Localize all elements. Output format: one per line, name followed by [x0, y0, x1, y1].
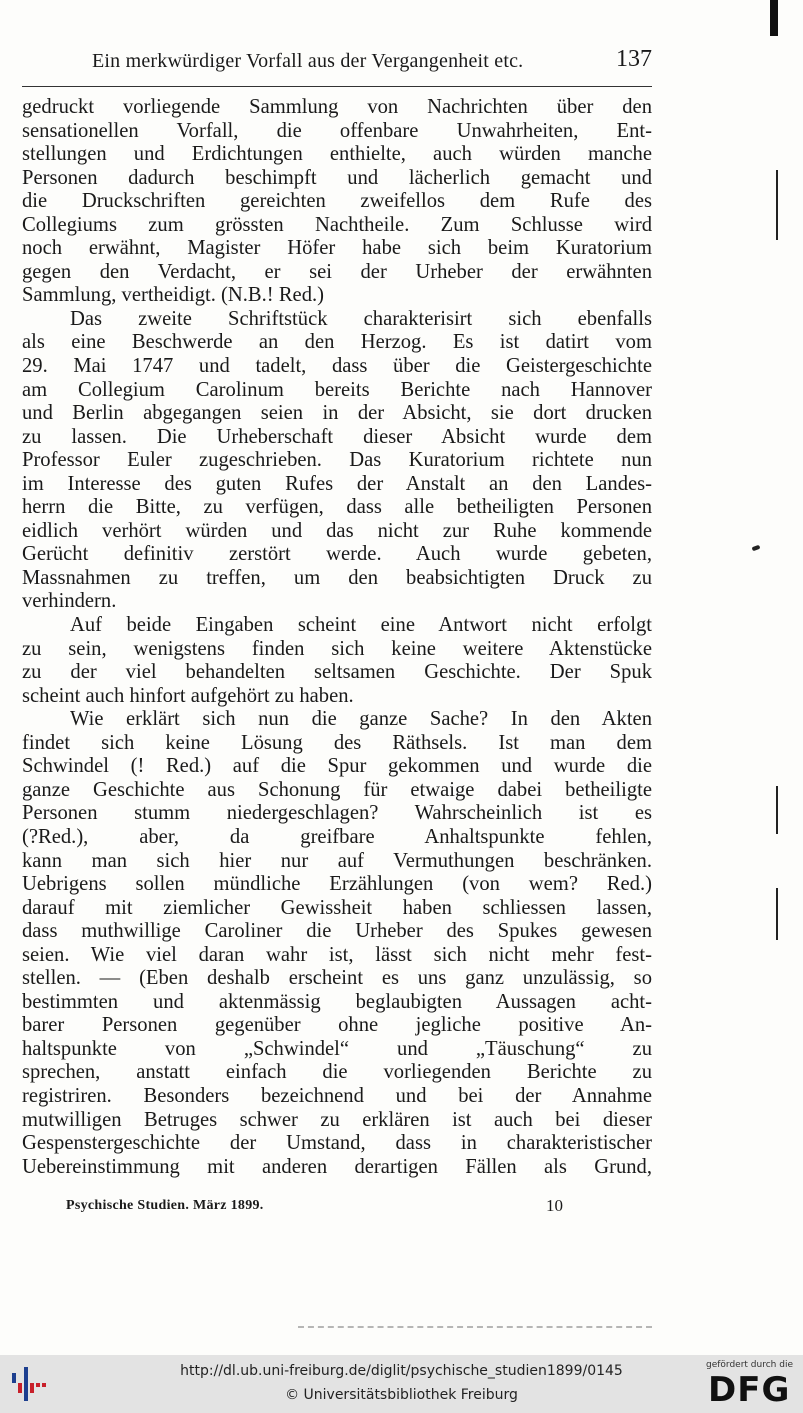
text-line: zu sein, wenigstens finden sich keine weitere Aktenstücke	[22, 637, 652, 660]
text-line: Gespenstergeschichte der Umstand, dass in charakteristischer	[22, 1132, 652, 1155]
permalink-url[interactable]: http://dl.ub.uni-freiburg.de/diglit/psychische_studien1899/0145	[180, 1363, 623, 1379]
text-line: Gerücht definitiv zerstört werde. Auch wurde gebeten,	[22, 543, 652, 566]
text-line: sensationellen Vorfall, die offenbare Unwahrheiten, Ent-	[22, 119, 652, 142]
margin-mark	[776, 786, 778, 834]
text-line: 29. Mai 1747 und tadelt, dass über die Geistergeschichte	[22, 355, 652, 378]
text-line: eidlich verhört würden und das nicht zur Ruhe kommende	[22, 519, 652, 542]
text-line: (?Red.), aber, da greifbare Anhaltspunkte fehlen,	[22, 825, 652, 848]
text-line: barer Personen gegenüber ohne jegliche positive An-	[22, 1014, 652, 1037]
text-line: Personen dadurch beschimpft und lächerlich gemacht und	[22, 166, 652, 189]
text-line: findet sich keine Lösung des Räthsels. Ist man dem	[22, 731, 652, 754]
text-line: Das zweite Schriftstück charakterisirt sich ebenfalls	[70, 307, 652, 330]
text-line: Massnahmen zu treffen, um den beabsichtigten Druck zu	[22, 566, 652, 589]
dfg-tagline: gefördert durch die	[706, 1360, 793, 1370]
text-line: scheint auch hinfort aufgehört zu haben.	[22, 684, 354, 707]
bottom-dashes	[298, 1326, 652, 1332]
text-line: die Druckschriften gereichten zweifellos dem Rufe des	[22, 190, 652, 213]
text-line: registriren. Besonders bezeichnend und bei der Annahme	[22, 1084, 652, 1107]
text-line: dass muthwillige Caroliner die Urheber des Spukes gewesen	[22, 920, 652, 943]
footer-journal: Psychische Studien. März 1899.	[66, 1198, 264, 1213]
text-line: zu lassen. Die Urheberschaft dieser Absicht wurde dem	[22, 425, 652, 448]
text-line: am Collegium Carolinum bereits Berichte nach Hannover	[22, 378, 652, 401]
text-line: im Interesse des guten Rufes der Anstalt an den Landes-	[22, 472, 652, 495]
footer-signature: 10	[546, 1196, 563, 1215]
text-line: kann man sich hier nur auf Vermuthungen beschränken.	[22, 849, 652, 872]
text-line: verhindern.	[22, 590, 117, 613]
text-line: Auf beide Eingaben scheint eine Antwort nicht erfolgt	[70, 614, 652, 637]
page-header	[22, 46, 652, 80]
margin-mark	[776, 888, 778, 940]
ink-speck	[752, 545, 761, 551]
text-line: Sammlung, vertheidigt. (N.B.! Red.)	[22, 284, 324, 307]
text-line: herrn die Bitte, zu verfügen, dass alle betheiligten Personen	[22, 496, 652, 519]
text-line: Personen stumm niedergeschlagen? Wahrscheinlich ist es	[22, 802, 652, 825]
text-line: seien. Wie viel daran wahr ist, lässt sich nicht mehr fest-	[22, 943, 652, 966]
text-line: darauf mit ziemlicher Gewissheit haben schliessen lassen,	[22, 896, 652, 919]
running-title: Ein merkwürdiger Vorfall aus der Vergangenheit etc.	[92, 50, 524, 72]
text-line: mutwilligen Betruges schwer zu erklären ist auch bei dieser	[22, 1108, 652, 1131]
text-line: ganze Geschichte aus Schonung für etwaige dabei betheiligte	[22, 778, 652, 801]
header-rule	[22, 86, 652, 87]
text-line: Uebrigens sollen mündliche Erzählungen (von wem? Red.)	[22, 873, 652, 896]
page-number: 137	[616, 46, 652, 72]
scan-edge-mark	[770, 0, 778, 36]
text-line: Professor Euler zugeschrieben. Das Kuratorium richtete nun	[22, 449, 652, 472]
copyright-notice: © Universitätsbibliothek Freiburg	[285, 1387, 518, 1403]
text-line: als eine Beschwerde an den Herzog. Es ist datirt vom	[22, 331, 652, 354]
text-line: gegen den Verdacht, er sei der Urheber der erwähnten	[22, 260, 652, 283]
text-line: stellungen und Erdichtungen enthielte, auch würden manche	[22, 143, 652, 166]
text-line: bestimmten und aktenmässig beglaubigten Aussagen acht-	[22, 990, 652, 1013]
text-line: sprechen, anstatt einfach die vorliegenden Berichte zu	[22, 1061, 652, 1084]
text-line: Schwindel (! Red.) auf die Spur gekommen und wurde die	[22, 755, 652, 778]
text-line: stellen. — (Eben deshalb erscheint es uns ganz unzulässig, so	[22, 967, 652, 990]
body-text	[22, 96, 652, 1179]
text-line: Collegiums zum grössten Nachtheile. Zum Schlusse wird	[22, 213, 652, 236]
margin-mark	[776, 170, 778, 240]
text-line: noch erwähnt, Magister Höfer habe sich beim Kuratorium	[22, 237, 652, 260]
dfg-logo: DFG	[708, 1370, 791, 1410]
text-line: haltspunkte von „Schwindel“ und „Täuschung“ zu	[22, 1037, 652, 1060]
viewer-footer-bar	[0, 1355, 803, 1413]
text-line: gedruckt vorliegende Sammlung von Nachrichten über den	[22, 96, 652, 118]
text-line: und Berlin abgegangen seien in der Absicht, sie dort drucken	[22, 402, 652, 425]
text-line: Uebereinstimmung mit anderen derartigen Fällen als Grund,	[22, 1155, 652, 1178]
text-line: zu der viel behandelten seltsamen Geschichte. Der Spuk	[22, 661, 652, 684]
text-line: Wie erklärt sich nun die ganze Sache? In den Akten	[70, 708, 652, 731]
